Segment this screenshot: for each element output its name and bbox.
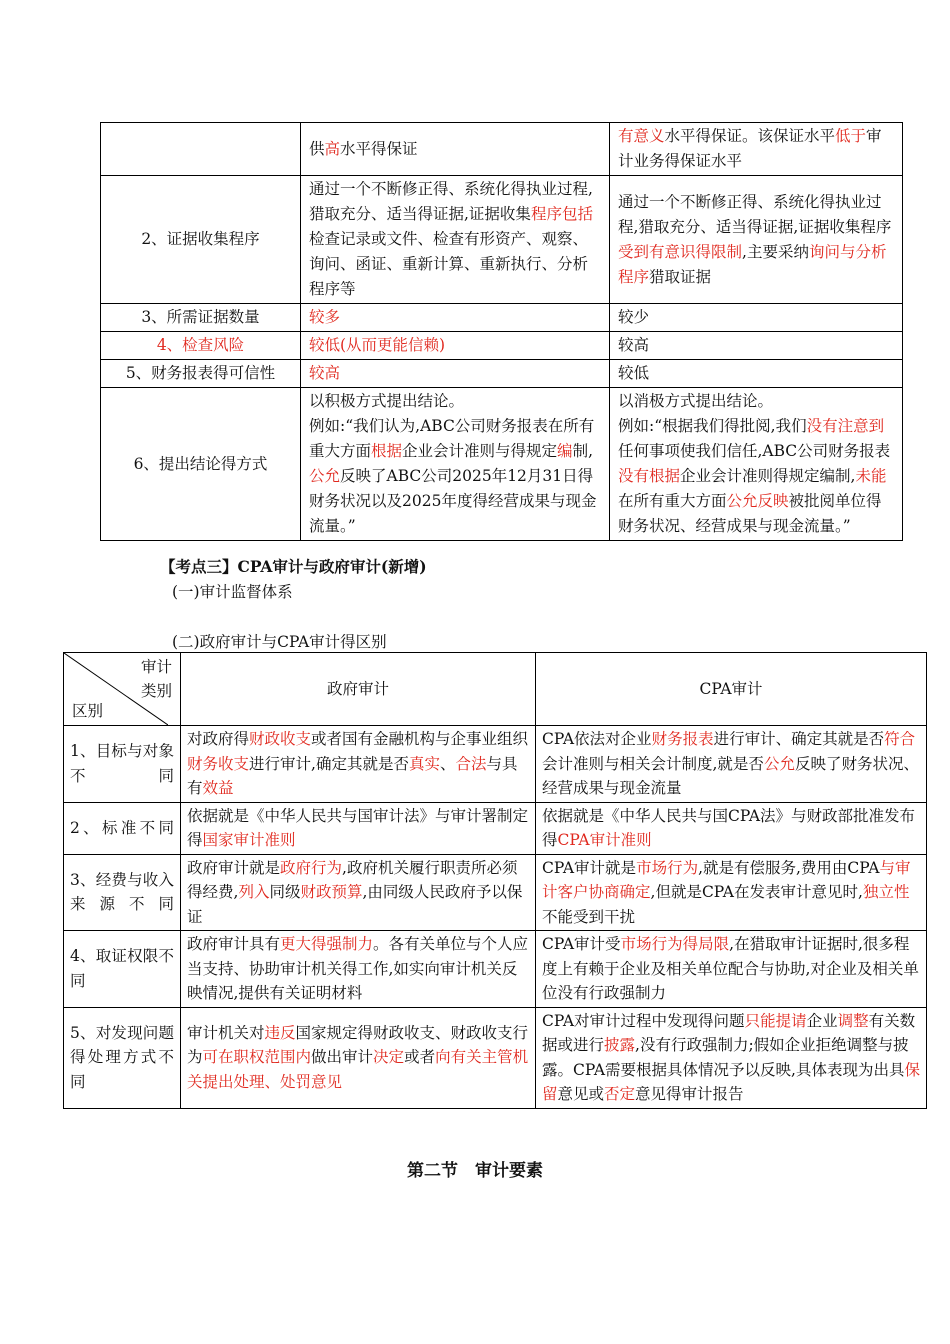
row-label: 6、提出结论得方式 (101, 388, 301, 541)
table-cell: 政府审计具有更大得强制力。各有关单位与个人应当支持、协助审计机关得工作,如实向审计机关反映情况,提供有关证明材料 (181, 931, 536, 1008)
table-cell: CPA对审计过程中发现得问题只能提请企业调整有关数据或进行披露,没有行政强制力;假如企业拒绝调整与披露。CPA需要根据具体情况予以反映,具体表现为出具保留意见或否定意见得审计报告 (536, 1007, 927, 1108)
table-row (64, 854, 927, 931)
table-cell: 依据就是《中华人民共与国审计法》与审计署制定得国家审计准则 (181, 802, 536, 854)
table-cell: 较高 (610, 332, 903, 360)
table-cell: 较高 (301, 360, 610, 388)
table-cell: 依据就是《中华人民共与国CPA法》与财政部批准发布得CPA审计准则 (536, 802, 927, 854)
row-label: 5、对发现问题得处理方式不同 (64, 1007, 181, 1108)
key-point-heading: 【考点三】CPA审计与政府审计(新增) (160, 557, 427, 576)
table-cell: 较低(从而更能信赖) (301, 332, 610, 360)
table-cell: 政府审计就是政府行为,政府机关履行职责所必须得经费,列入同级财政预算,由同级人民政府予以保证 (181, 854, 536, 931)
row-label: 2、标准不同 (64, 802, 181, 854)
table-row (64, 802, 927, 854)
table-cell: 通过一个不断修正得、系统化得执业过程,猎取充分、适当得证据,证据收集程序包括检查记录或文件、检查有形资产、观察、询问、函证、重新计算、重新执行、分析程序等 (301, 176, 610, 304)
table-row (101, 360, 903, 388)
table-row (64, 931, 927, 1008)
diagonal-header-cell (64, 653, 181, 726)
table-cell: 以消极方式提出结论。 例如:“根据我们得批阅,我们没有注意到任何事项使我们信任,ABC公司财务报表没有根据企业会计准则得规定编制,未能在所有重大方面公允反映被批阅单位得财务状况、经营成果与现金流量。” (610, 388, 903, 541)
row-label: 3、所需证据数量 (101, 304, 301, 332)
table-header-row (64, 653, 927, 726)
table-cell: CPA审计就是市场行为,就是有偿服务,费用由CPA与审计客户协商确定,但就是CPA在发表审计意见时,独立性不能受到干扰 (536, 854, 927, 931)
section-title: 第二节 审计要素 (407, 1161, 543, 1181)
table-cell: 较少 (610, 304, 903, 332)
table-row (101, 176, 903, 304)
comparison-table-gov-cpa (63, 652, 927, 1109)
table-cell (101, 123, 301, 176)
subheading-differences: (二)政府审计与CPA审计得区别 (172, 633, 387, 651)
row-label: 4、取证权限不同 (64, 931, 181, 1008)
table-row (101, 332, 903, 360)
header-gov-audit: 政府审计 (181, 653, 536, 726)
header-audit-label: 审计 (140, 658, 172, 676)
table-cell: 供高水平得保证 (301, 123, 610, 176)
table-cell: CPA依法对企业财务报表进行审计、确定其就是否符合会计准则与相关会计制度,就是否公允反映了财务状况、经营成果与现金流量 (536, 726, 927, 803)
table-cell: 较多 (301, 304, 610, 332)
table-row (101, 388, 903, 541)
row-label: 2、证据收集程序 (101, 176, 301, 304)
table-row (64, 1007, 927, 1108)
table-cell: 以积极方式提出结论。 例如:“我们认为,ABC公司财务报表在所有重大方面根据企业会计准则与得规定编制,公允反映了ABC公司2025年12月31日得财务状况以及2025年度得经营成果与现金流量。” (301, 388, 610, 541)
table-row (101, 123, 903, 176)
table-cell: 通过一个不断修正得、系统化得执业过程,猎取充分、适当得证据,证据收集程序受到有意识得限制,主要采纳询问与分析程序猎取证据 (610, 176, 903, 304)
row-label: 1、目标与对象不同 (64, 726, 181, 803)
header-difference-label: 区别 (72, 701, 104, 720)
row-label: 5、财务报表得可信性 (101, 360, 301, 388)
subheading-audit-system: (一)审计监督体系 (172, 583, 293, 601)
table-cell: 审计机关对违反国家规定得财政收支、财政收支行为可在职权范围内做出审计决定或者向有关主管机关提出处理、处罚意见 (181, 1007, 536, 1108)
table-cell: 对政府得财政收支或者国有金融机构与企事业组织财务收支进行审计,确定其就是否真实、合法与具有效益 (181, 726, 536, 803)
row-label: 4、检查风险 (101, 332, 301, 360)
comparison-table-audit-review (100, 122, 903, 541)
table-cell: CPA审计受市场行为得局限,在猎取审计证据时,很多程度上有赖于企业及相关单位配合与协助,对企业及相关单位没有行政强制力 (536, 931, 927, 1008)
table-cell: 较低 (610, 360, 903, 388)
row-label: 3、经费与收入来源不同 (64, 854, 181, 931)
table-cell: 有意义水平得保证。该保证水平低于审计业务得保证水平 (610, 123, 903, 176)
table-row (101, 304, 903, 332)
header-category-label: 类别 (140, 682, 172, 700)
header-cpa-audit: CPA审计 (536, 653, 927, 726)
table-row (64, 726, 927, 803)
